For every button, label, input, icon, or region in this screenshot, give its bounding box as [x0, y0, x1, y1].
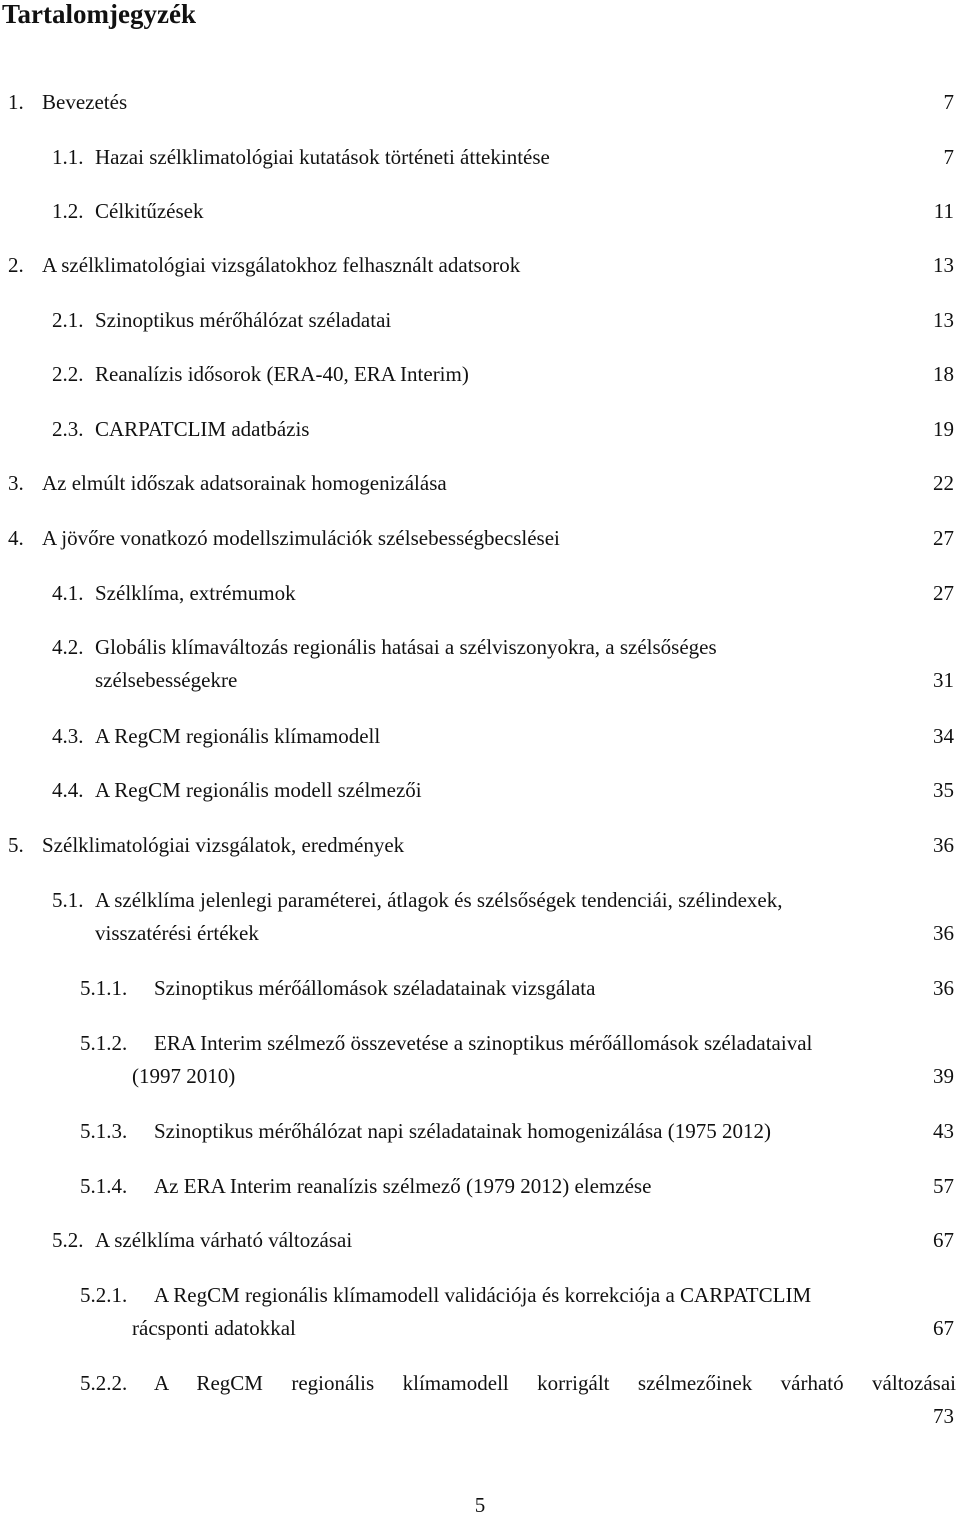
toc-entry-text: A RegCM regionális klímamodell [95, 724, 381, 748]
toc-entry-text: A szélklimatológiai vizsgálatokhoz felhasznált adatsorok [42, 253, 521, 277]
toc-entry-page: 34 [933, 724, 954, 748]
toc-entry-number: 1.2. [52, 199, 84, 223]
toc-entry-number: 3. [8, 471, 24, 495]
toc-entry-text: Az ERA Interim reanalízis szélmező (1979 2012) elemzése [154, 1174, 652, 1198]
toc-entry-page: 73 [933, 1404, 954, 1428]
toc-entry-number: 5.1.1. [80, 976, 128, 1000]
toc-entry-text: Globális klímaváltozás regionális hatásai a szélviszonyokra, a szélsőséges [95, 635, 717, 659]
toc-entry-text: A szélklíma jelenlegi paraméterei, átlagok és szélsőségek tendenciái, szélindexek, [95, 888, 783, 912]
toc-entry-page: 27 [933, 581, 954, 605]
toc-entry-text: Szélklíma, extrémumok [95, 581, 296, 605]
toc-entry-text: Célkitűzések [95, 199, 204, 223]
toc-entry-page: 57 [933, 1174, 954, 1198]
toc-entry-number: 2. [8, 253, 24, 277]
toc-entry-text-continued: visszatérési értékek [95, 921, 259, 945]
toc-entry-text: A jövőre vonatkozó modellszimulációk szélsebességbecslései [42, 526, 560, 550]
toc-entry-number: 4.2. [52, 635, 84, 659]
toc-entry-text: Szinoptikus mérőhálózat napi széladatainak homogenizálása (1975 2012) [154, 1119, 771, 1143]
toc-entry-number: 5.1.4. [80, 1174, 128, 1198]
toc-entry-number: 5.2.2. [80, 1371, 128, 1395]
toc-entry-text: CARPATCLIM adatbázis [95, 417, 310, 441]
toc-entry-number: 5.1.2. [80, 1031, 128, 1055]
toc-entry-text-continued: (1997 2010) [132, 1064, 236, 1088]
toc-entry-text-continued: szélsebességekre [95, 668, 238, 692]
toc-entry-number: 2.3. [52, 417, 84, 441]
toc-entry-text: Szélklimatológiai vizsgálatok, eredmények [42, 833, 405, 857]
toc-entry-text: Szinoptikus mérőhálózat széladatai [95, 308, 392, 332]
toc-entry-text: ERA Interim szélmező összevetése a szinoptikus mérőállomások széladataival [154, 1031, 813, 1055]
toc-entry-number: 2.1. [52, 308, 84, 332]
toc-entry-page: 39 [933, 1064, 954, 1088]
toc-entry-text: A RegCM regionális klímamodell korrigált szélmezőinek várható változásai [154, 1371, 956, 1395]
toc-entry-text: Az elmúlt időszak adatsorainak homogenizálása [42, 471, 447, 495]
toc-entry-page: 19 [933, 417, 954, 441]
toc-entry-number: 5.2. [52, 1228, 84, 1252]
toc-entry-page: 35 [933, 778, 954, 802]
toc-entry-text-continued: rácsponti adatokkal [132, 1316, 296, 1340]
toc-entry-text: A RegCM regionális klímamodell validációja és korrekciója a CARPATCLIM [154, 1283, 812, 1307]
toc-entry-page: 7 [943, 145, 954, 169]
toc-title: Tartalomjegyzék [2, 0, 196, 29]
toc-entry-page: 67 [933, 1316, 954, 1340]
toc-entry-page: 22 [933, 471, 954, 495]
toc-entry-number: 4.1. [52, 581, 84, 605]
toc-entry-page: 27 [933, 526, 954, 550]
toc-entry-page: 43 [933, 1119, 954, 1143]
toc-entry-page: 13 [933, 308, 954, 332]
toc-entry-number: 4. [8, 526, 24, 550]
toc-entry-number: 4.3. [52, 724, 84, 748]
page-number: 5 [474, 1493, 486, 1517]
toc-entry-page: 11 [933, 199, 954, 223]
toc-entry-number: 1. [8, 90, 24, 114]
toc-entry-text: Bevezetés [42, 90, 128, 114]
toc-entry-page: 36 [933, 976, 954, 1000]
toc-entry-number: 2.2. [52, 362, 84, 386]
toc-entry-page: 18 [933, 362, 954, 386]
toc-entry-page: 67 [933, 1228, 954, 1252]
toc-entry-number: 5.1.3. [80, 1119, 128, 1143]
toc-entry-page: 31 [933, 668, 954, 692]
toc-entry-text: Hazai szélklimatológiai kutatások történeti áttekintése [95, 145, 550, 169]
toc-entry-number: 1.1. [52, 145, 84, 169]
toc-entry-page: 36 [933, 833, 954, 857]
toc-entry-text: A RegCM regionális modell szélmezői [95, 778, 422, 802]
toc-entry-number: 5. [8, 833, 24, 857]
toc-entry-text: A szélklíma várható változásai [95, 1228, 353, 1252]
toc-entry-text: Reanalízis idősorok (ERA-40, ERA Interim) [95, 362, 469, 386]
toc-entry-number: 5.2.1. [80, 1283, 128, 1307]
toc-entry-number: 4.4. [52, 778, 84, 802]
toc-entry-number: 5.1. [52, 888, 84, 912]
toc-entry-page: 13 [933, 253, 954, 277]
toc-entry-page: 7 [943, 90, 954, 114]
toc-entry-text: Szinoptikus mérőállomások széladatainak vizsgálata [154, 976, 596, 1000]
toc-entry-page: 36 [933, 921, 954, 945]
